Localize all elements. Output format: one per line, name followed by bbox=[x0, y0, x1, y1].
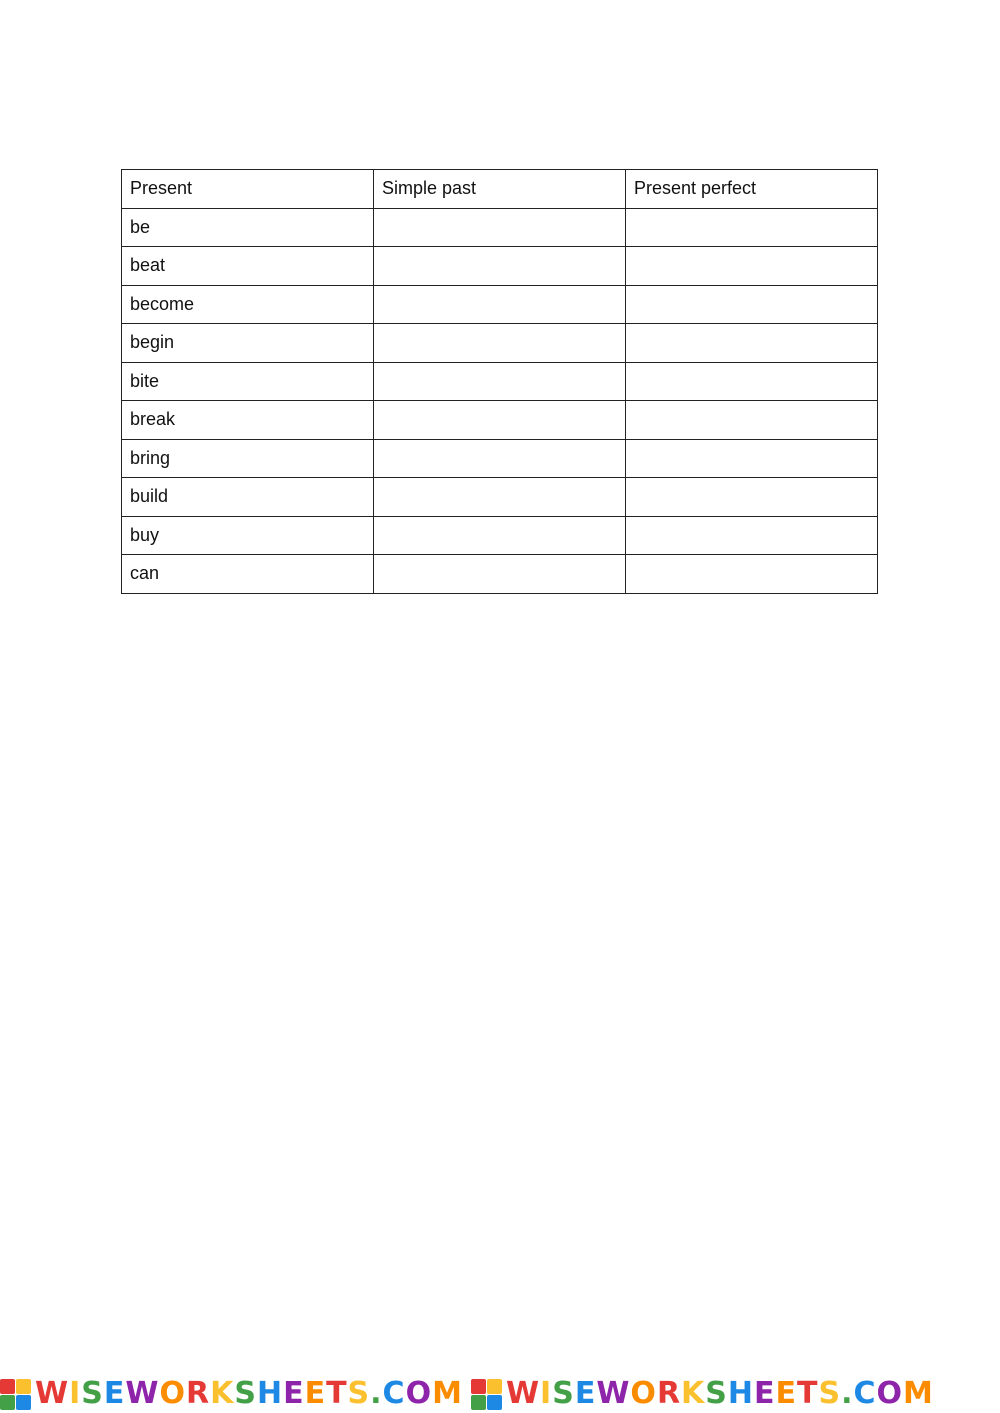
present-perfect-cell[interactable] bbox=[626, 324, 878, 363]
present-perfect-cell[interactable] bbox=[626, 247, 878, 286]
table-row bbox=[122, 401, 878, 440]
present-cell: build bbox=[122, 478, 374, 517]
simple-past-cell[interactable] bbox=[374, 516, 626, 555]
table-header-row bbox=[122, 170, 878, 209]
simple-past-cell[interactable] bbox=[374, 324, 626, 363]
wise-blocks-logo-icon bbox=[471, 1379, 502, 1410]
present-perfect-cell[interactable] bbox=[626, 555, 878, 594]
present-perfect-cell[interactable] bbox=[626, 478, 878, 517]
present-cell: break bbox=[122, 401, 374, 440]
present-perfect-cell[interactable] bbox=[626, 439, 878, 478]
simple-past-cell[interactable] bbox=[374, 208, 626, 247]
present-perfect-cell[interactable] bbox=[626, 401, 878, 440]
table-row bbox=[122, 555, 878, 594]
brand-watermark bbox=[471, 1376, 934, 1411]
present-cell: begin bbox=[122, 324, 374, 363]
present-perfect-cell[interactable] bbox=[626, 516, 878, 555]
table-row bbox=[122, 516, 878, 555]
brand-text: WISEWORKSHEETS.COM bbox=[35, 1376, 463, 1411]
present-perfect-cell[interactable] bbox=[626, 208, 878, 247]
header-present: Present bbox=[122, 170, 374, 209]
table-row bbox=[122, 439, 878, 478]
present-cell: can bbox=[122, 555, 374, 594]
watermark-footer bbox=[0, 1376, 1000, 1412]
brand-text: WISEWORKSHEETS.COM bbox=[505, 1376, 934, 1411]
table-row bbox=[122, 324, 878, 363]
present-cell: bring bbox=[122, 439, 374, 478]
simple-past-cell[interactable] bbox=[374, 285, 626, 324]
header-simple-past: Simple past bbox=[374, 170, 626, 209]
present-cell: bite bbox=[122, 362, 374, 401]
wise-blocks-logo-icon bbox=[0, 1379, 31, 1410]
present-cell: beat bbox=[122, 247, 374, 286]
table-row bbox=[122, 478, 878, 517]
table-row bbox=[122, 208, 878, 247]
simple-past-cell[interactable] bbox=[374, 401, 626, 440]
present-cell: buy bbox=[122, 516, 374, 555]
present-cell: become bbox=[122, 285, 374, 324]
brand-watermark bbox=[0, 1376, 463, 1411]
simple-past-cell[interactable] bbox=[374, 478, 626, 517]
table-row bbox=[122, 285, 878, 324]
present-perfect-cell[interactable] bbox=[626, 285, 878, 324]
table-row bbox=[122, 247, 878, 286]
present-cell: be bbox=[122, 208, 374, 247]
simple-past-cell[interactable] bbox=[374, 439, 626, 478]
header-present-perfect: Present perfect bbox=[626, 170, 878, 209]
table-row bbox=[122, 362, 878, 401]
present-perfect-cell[interactable] bbox=[626, 362, 878, 401]
simple-past-cell[interactable] bbox=[374, 555, 626, 594]
verb-forms-table bbox=[121, 169, 878, 594]
simple-past-cell[interactable] bbox=[374, 362, 626, 401]
simple-past-cell[interactable] bbox=[374, 247, 626, 286]
